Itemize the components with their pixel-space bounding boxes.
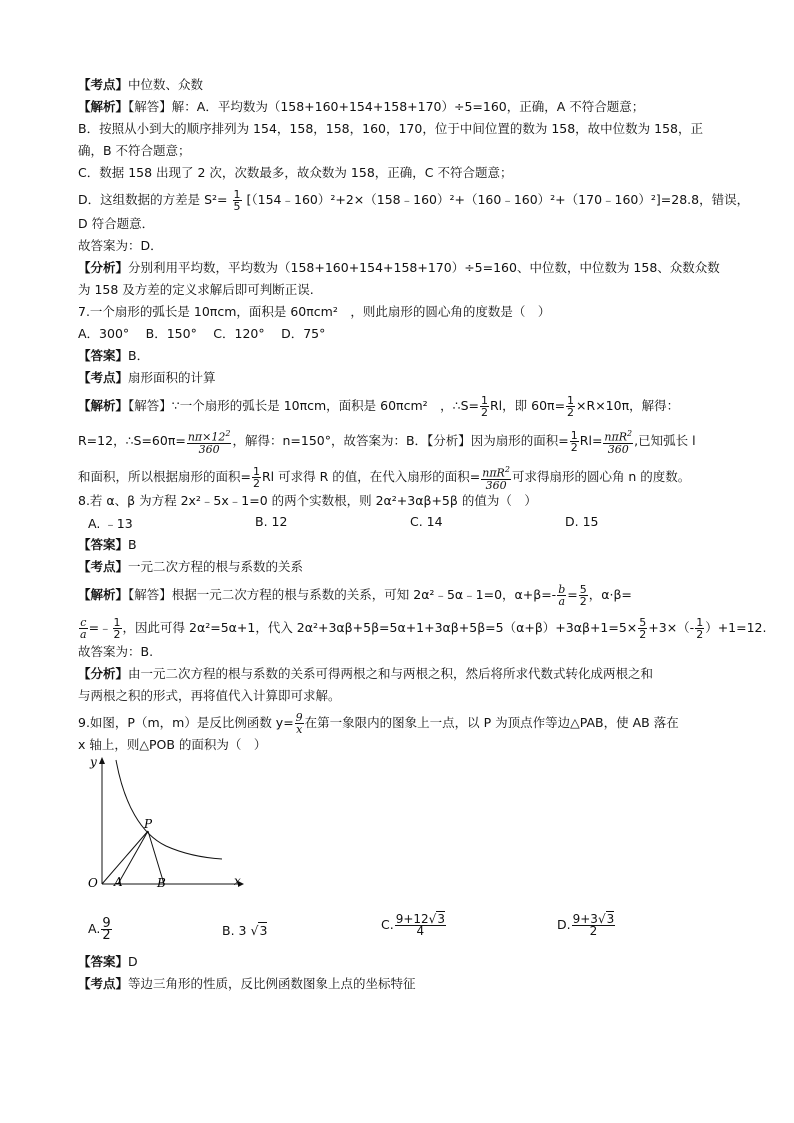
fraction: $\frac{1}{2}$ bbox=[696, 616, 704, 641]
fraction: $\frac{c}{a}$ bbox=[80, 616, 87, 641]
text-line: D 符合题意． bbox=[78, 216, 155, 231]
q7-jiexi-line-2: R=12，∴S=60π= $\frac{n\pi\times 12^2}{360}$ ，解得：n=150°，故答案为：B．【分析】因为扇形的面积= $\frac{1}{2}$ Rl= $\frac{n\pi R^2}{360}$ ,已知弧长 l bbox=[78, 428, 696, 456]
q7-answer: 【答案】B． bbox=[78, 348, 150, 363]
q8-answer: 【答案】B bbox=[78, 537, 137, 552]
q8-option-a: A. ﹣13 bbox=[88, 516, 133, 531]
answer-line: 故答案为：D． bbox=[78, 238, 163, 253]
fraction: $\frac{9}{x}$ bbox=[295, 711, 303, 736]
fraction: $\frac{1}{2}$ bbox=[113, 616, 121, 641]
fraction: $\frac{5}{2}$ bbox=[579, 583, 587, 608]
q7-jiexi-line-1: 【解析】【解答】∵一个扇形的弧长是 10πcm，面积是 60πcm² ，∴S= $\frac{1}{2}$ Rl，即 60π= $\frac{1}{2}$ ×R×10π，解得： bbox=[78, 394, 680, 419]
y-axis-arrow bbox=[99, 757, 105, 764]
text-line: C．数据 158 出现了 2 次，次数最多，故众数为 158，正确，C 不符合题意； bbox=[78, 165, 513, 180]
label-p: P bbox=[144, 817, 153, 831]
fraction: $\frac{1}{5}$ bbox=[233, 188, 241, 213]
q8-fenxi-line-2: 与两根之积的形式，再将值代入计算即可求解。 bbox=[78, 688, 341, 703]
text-line: 为 158 及方差的定义求解后即可判断正误. bbox=[78, 282, 314, 297]
label-y: y bbox=[90, 755, 97, 769]
fraction: $\frac{n\pi\times 12^2}{360}$ bbox=[187, 429, 231, 456]
fraction: $\frac{1}{2}$ bbox=[567, 394, 575, 419]
label-a: A bbox=[114, 875, 123, 889]
q9-option-a: A. $\frac{9}{2}$ bbox=[88, 916, 111, 943]
q8-stem: 8.若 α、β 为方程 2x²﹣5x﹣1=0 的两个实数根，则 2α²+3αβ+5β 的值为（ ） bbox=[78, 493, 537, 508]
kaodian-tag: 【考点】 bbox=[78, 77, 129, 92]
text-line: 确，B 不符合题意； bbox=[78, 143, 191, 158]
label-o: O bbox=[88, 876, 98, 890]
q8-jiexi-line-2: $\frac{c}{a}$ =﹣ $\frac{1}{2}$ ，因此可得 2α²=5α+1，代入 2α²+3αβ+5β=5α+1+3αβ+5β=5（α+β）+3αβ+1=5× $\frac{5}{2}$ +3×（- $\frac{1}{2}$ ）+1=12. bbox=[80, 616, 767, 641]
fraction: $\frac{n\pi R^2}{360}$ bbox=[482, 465, 510, 492]
q8-option-c: C. 14 bbox=[410, 514, 443, 529]
fraction: $\frac{1}{2}$ bbox=[252, 464, 260, 490]
kaodian-line-1: 【考点】中位数、众数 bbox=[78, 77, 204, 92]
q9-stem-line-2: x 轴上，则△POB 的面积为（ ） bbox=[78, 737, 267, 752]
fraction: $\frac{1}{2}$ bbox=[481, 394, 488, 419]
q9-kaodian: 【考点】等边三角形的性质，反比例函数图象上点的坐标特征 bbox=[78, 976, 416, 991]
q7-jiexi-line-3: 和面积，所以根据扇形的面积= $\frac{1}{2}$ Rl 可求得 R 的值，在代入扇形的面积= $\frac{n\pi R^2}{360}$ 可求得扇形的圆心角 n 的度数。 bbox=[78, 464, 691, 492]
label-b: B bbox=[157, 876, 166, 890]
q8-option-d: D. 15 bbox=[565, 514, 599, 529]
fraction: $\frac{1}{2}$ bbox=[570, 428, 578, 454]
q9-option-d: D. $\frac{9+3√3}{2}$ bbox=[557, 912, 615, 938]
q8-fenxi-line-1: 【分析】由一元二次方程的根与系数的关系可得两根之和与两根之积，然后将所求代数式转化成两根之和 bbox=[78, 666, 654, 681]
text-line: B．按照从小到大的顺序排列为 154，158，158，160，170，位于中间位置的数为 158，故中位数为 158，正 bbox=[78, 121, 704, 136]
fraction: $\frac{5}{2}$ bbox=[639, 616, 647, 641]
q7-kaodian: 【考点】扇形面积的计算 bbox=[78, 370, 216, 385]
q9-stem-line-1: 9.如图，P（m，m）是反比例函数 y= $\frac{9}{x}$ 在第一象限内的图象上一点，以 P 为顶点作等边△PAB，使 AB 落在 bbox=[78, 711, 679, 736]
q7-options: A．300° B．150° C．120° D．75° bbox=[78, 326, 326, 341]
q9-option-c: C. $\frac{9+12√3}{4}$ bbox=[381, 912, 445, 938]
q9-answer: 【答案】D bbox=[78, 954, 138, 969]
fraction: $\frac{b}{a}$ bbox=[558, 583, 566, 608]
fenxi-line-1: 【分析】分别利用平均数，平均数为（158+160+154+158+170）÷5=160、中位数，中位数为 158、众数众数 bbox=[78, 260, 720, 275]
q8-kaodian: 【考点】一元二次方程的根与系数的关系 bbox=[78, 559, 304, 574]
variance-line: D．这组数据的方差是 S²= $\frac{1}{5}$ [（154﹣160）²+2×（158﹣160）²+（160﹣160）²+（170﹣160）²]=28.8，错误， bbox=[78, 188, 750, 213]
q9-figure bbox=[86, 754, 246, 894]
q7-stem: 7.一个扇形的弧长是 10πcm，面积是 60πcm² ，则此扇形的圆心角的度数是（ ） bbox=[78, 304, 551, 319]
fraction: $\frac{n\pi R^2}{360}$ bbox=[604, 429, 633, 456]
q8-answer-line: 故答案为：B. bbox=[78, 644, 154, 659]
jiexi-line-1: 【解析】【解答】解：A．平均数为（158+160+154+158+170）÷5=160，正确，A 不符合题意； bbox=[78, 99, 645, 114]
q9-option-b: B. 3 √3 bbox=[222, 923, 268, 938]
q8-option-b: B. 12 bbox=[255, 514, 288, 529]
segment-op bbox=[102, 831, 148, 884]
label-x: x bbox=[234, 874, 241, 888]
hyperbola-curve bbox=[116, 760, 222, 859]
q8-jiexi-line-1: 【解析】【解答】根据一元二次方程的根与系数的关系，可知 2α²﹣5α﹣1=0，α+β=- $\frac{b}{a}$ = $\frac{5}{2}$ ，α·β= bbox=[78, 583, 632, 608]
